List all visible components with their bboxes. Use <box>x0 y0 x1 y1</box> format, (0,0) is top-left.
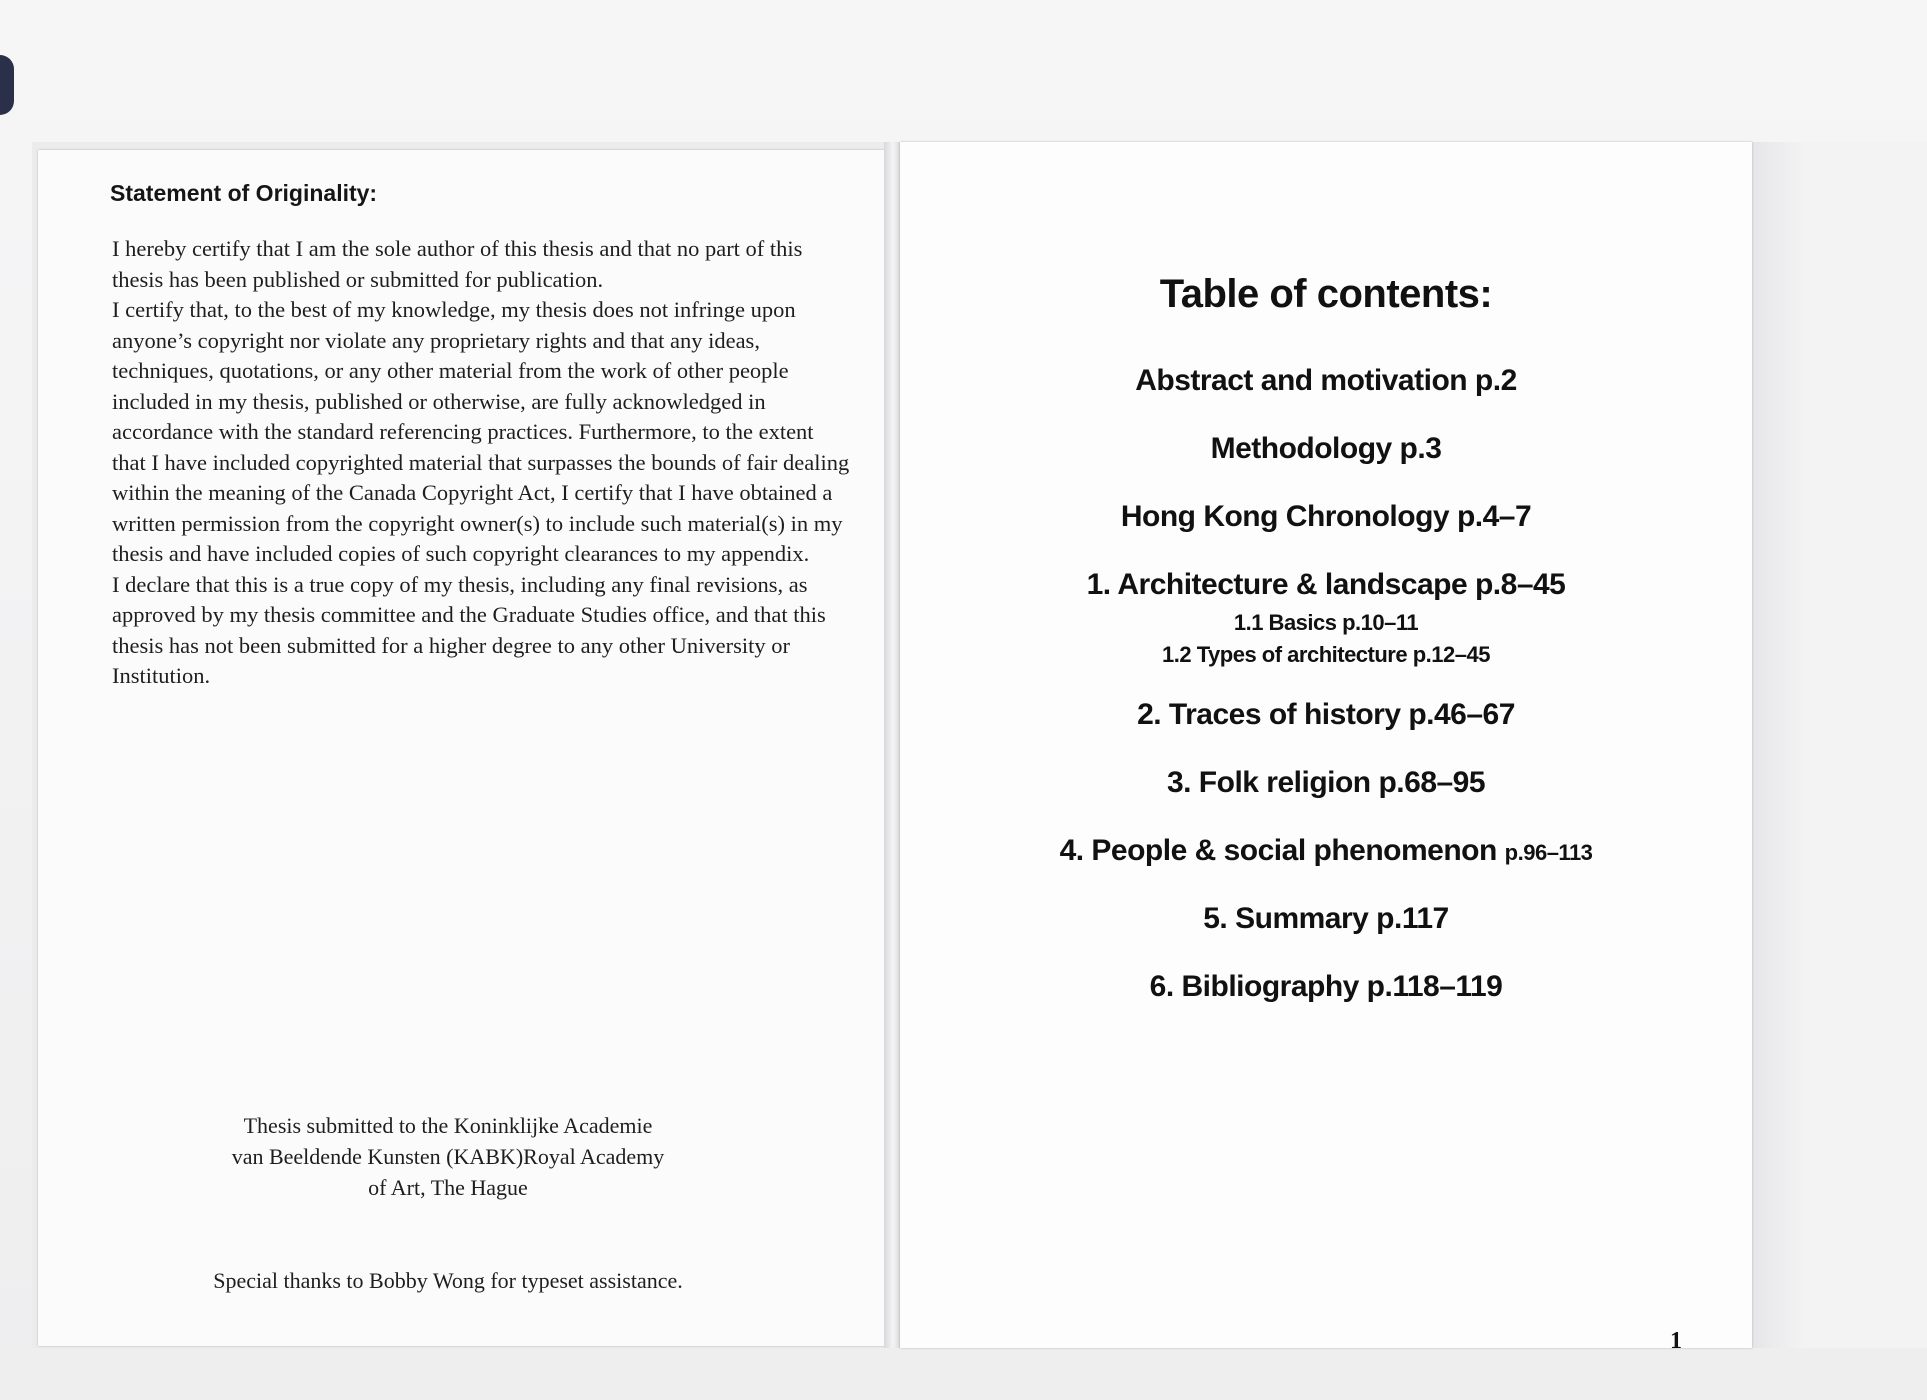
table-of-contents <box>900 142 1752 1354</box>
statement-body <box>112 234 852 692</box>
toc-subitem: 1.2 Types of architecture p.12–45 <box>1162 642 1490 667</box>
toc-item: 3. Folk religion p.68–95 <box>1166 766 1486 799</box>
statement-paragraph: I hereby certify that I am the sole author of this thesis and that no part of this thesis has been published or submitted for publication. <box>112 236 803 292</box>
toc-item-label: 4. People & social phenomenon <box>1059 834 1497 867</box>
acknowledgement: Special thanks to Bobby Wong for typeset assistance. <box>213 1268 683 1293</box>
submission-line: Thesis submitted to the Koninklijke Academie <box>243 1113 653 1138</box>
toc-item: 1. Architecture & landscape p.8–45 <box>1086 568 1566 601</box>
open-booklet <box>32 142 1752 1354</box>
page-number: 1 <box>1670 1328 1682 1354</box>
submission-line: van Beeldende Kunsten (KABK)Royal Academy <box>231 1144 665 1169</box>
toc-item: 2. Traces of history p.46–67 <box>1137 698 1515 731</box>
toc-item: Abstract and motivation p.2 <box>1135 364 1517 397</box>
right-page <box>900 142 1752 1354</box>
toc-title: Table of contents: <box>1159 272 1493 316</box>
scanner-bed-edge <box>1752 142 1927 1348</box>
left-page <box>38 150 888 1346</box>
statement-paragraph: I certify that, to the best of my knowledge, my thesis does not infringe upon anyone’s copyright nor violate any proprietary rights and that any ideas, techniques, quotations, or any other material from the work of other people included in my thesis, published or otherwise, are fully acknowledged in accordance with the standard referencing practices. Furthermore, to the extent that I have included copyrighted material that surpasses the bounds of fair dealing within the meaning of the Canada Copyright Act, I certify that I have obtained a written permission from the copyright owner(s) to include such material(s) in my thesis and have included copies of such copyright clearances to my appendix. <box>112 297 850 566</box>
toc-subitem: 1.1 Basics p.10–11 <box>1233 610 1419 635</box>
submission-line: of Art, The Hague <box>368 1175 528 1200</box>
toc-item: 5. Summary p.117 <box>1203 902 1449 935</box>
scan-binder-mark <box>0 55 14 115</box>
submission-note <box>128 1110 768 1203</box>
statement-title: Statement of Originality: <box>110 180 378 206</box>
toc-item-pages: p.96–113 <box>1504 840 1593 865</box>
toc-item: Hong Kong Chronology p.4–7 <box>1120 500 1532 533</box>
toc-item <box>900 834 1752 868</box>
toc-item: 6. Bibliography p.118–119 <box>1149 970 1503 1003</box>
toc-item: Methodology p.3 <box>1210 432 1442 465</box>
statement-paragraph: I declare that this is a true copy of my thesis, including any final revisions, as approved by my thesis committee and the Graduate Studies office, and that this thesis has not been submitted for a higher degree to any other University or Institution. <box>112 571 826 688</box>
